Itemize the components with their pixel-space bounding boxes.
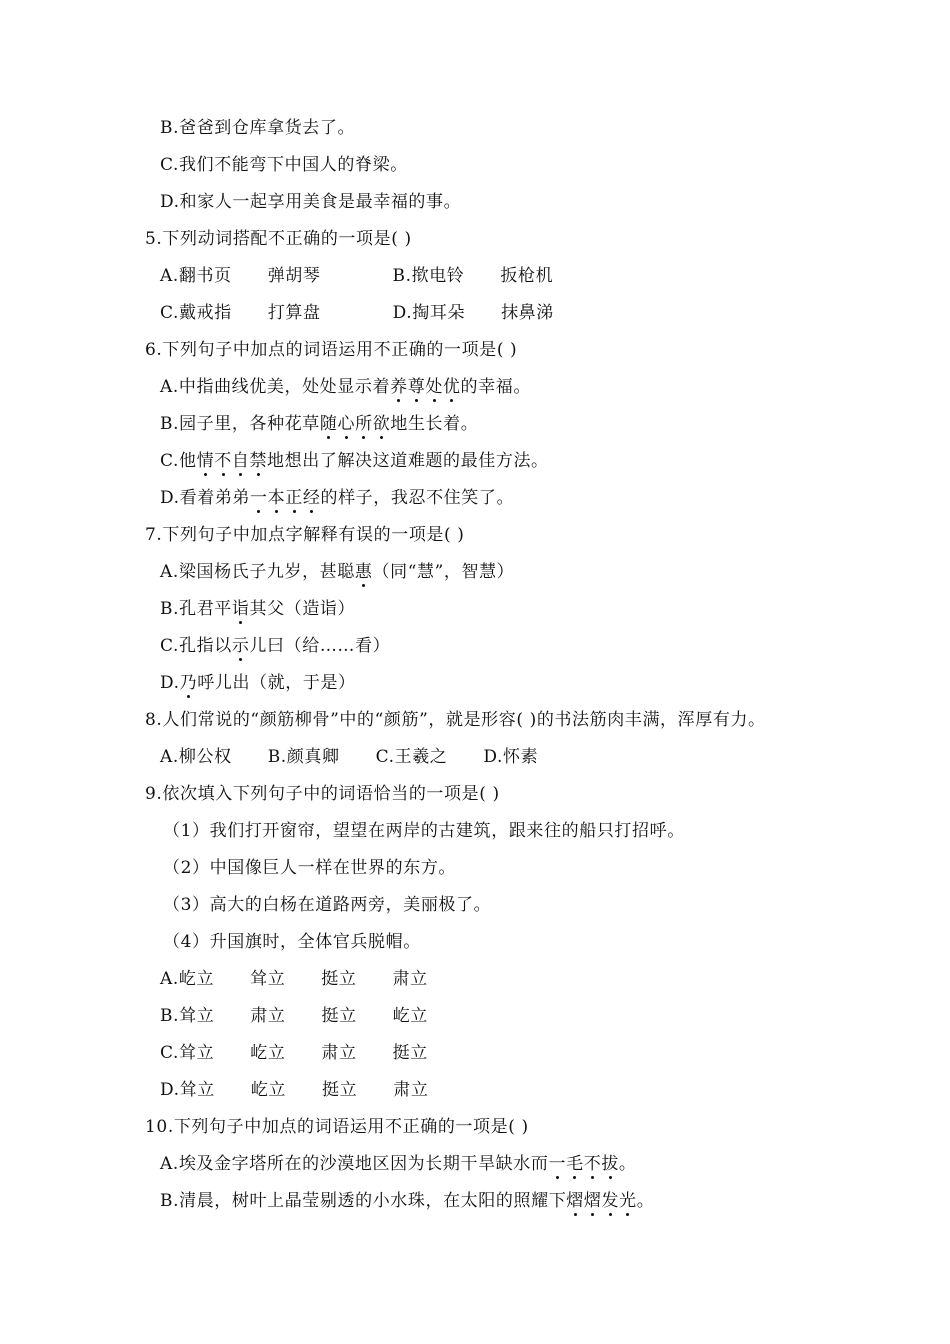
emphasized-term: 随 心 所 欲 bbox=[320, 414, 390, 434]
emphasis-dot bbox=[310, 510, 313, 513]
option-line-l01 bbox=[160, 116, 355, 140]
question-line-l12 bbox=[145, 523, 465, 547]
emphasis-dot bbox=[362, 436, 365, 439]
emphasis-dot bbox=[609, 1213, 612, 1216]
emphasis-dot bbox=[450, 399, 453, 402]
option-line-l25 bbox=[160, 1004, 428, 1028]
question-line-l07 bbox=[145, 338, 517, 362]
text-segment: 屹立 bbox=[392, 1006, 428, 1026]
text-segment: 儿曰（给……看） bbox=[249, 636, 391, 656]
option-line-l30 bbox=[160, 1189, 654, 1213]
text-segment: 弹胡琴 bbox=[267, 266, 321, 286]
text-segment: B.颜真卿 bbox=[267, 747, 340, 767]
text-segment: （1）我们打开窗帘，望望在两岸的古建筑，跟来往的船只打招呼。 bbox=[163, 821, 685, 841]
emphasized-term: D.乃 bbox=[160, 673, 197, 693]
text-segment: 屹立 bbox=[250, 1080, 287, 1100]
option-line-l05 bbox=[160, 264, 553, 288]
text-segment: 的样子，我忍不住笑了。 bbox=[320, 488, 515, 508]
text-segment: B.园子里，各种花草 bbox=[160, 414, 320, 434]
emphasis-dot bbox=[222, 473, 225, 476]
option-line-l16 bbox=[160, 671, 356, 695]
emphasized-term: 情 不 自 禁 bbox=[197, 451, 267, 471]
question-line-l04 bbox=[145, 227, 412, 251]
text-segment: 屹立 bbox=[250, 1043, 286, 1063]
option-line-l20 bbox=[163, 819, 685, 843]
option-line-l18 bbox=[160, 745, 538, 769]
emphasis-dot bbox=[239, 658, 242, 661]
text-segment: D.怀素 bbox=[483, 747, 539, 767]
text-segment: 扳枪机 bbox=[500, 266, 554, 286]
text-segment: C.孔指以 bbox=[160, 636, 232, 656]
text-segment: A.埃及金字塔所在的沙漠地区因为长期干旱缺水而 bbox=[160, 1154, 549, 1174]
text-segment: 9.依次填入下列句子中的词语恰当的一项是( ) bbox=[145, 784, 500, 804]
option-line-l27 bbox=[160, 1078, 428, 1102]
text-segment: 肃立 bbox=[321, 1043, 357, 1063]
text-segment: （2）中国像巨人一样在世界的东方。 bbox=[163, 858, 457, 878]
text-segment: B.耸立 bbox=[160, 1006, 215, 1026]
text-segment: C.耸立 bbox=[160, 1043, 215, 1063]
emphasis-dot bbox=[609, 1176, 612, 1179]
text-segment: 挺立 bbox=[321, 969, 357, 989]
text-segment: 6.下列句子中加点的词语运用不正确的一项是( ) bbox=[145, 340, 518, 360]
emphasis-dot bbox=[573, 1176, 576, 1179]
emphasis-dot bbox=[239, 473, 242, 476]
emphasis-dot bbox=[415, 399, 418, 402]
option-line-l23 bbox=[163, 930, 421, 954]
emphasis-dot bbox=[556, 1176, 559, 1179]
option-line-l26 bbox=[160, 1041, 428, 1065]
option-line-l22 bbox=[163, 893, 491, 917]
text-segment: 肃立 bbox=[392, 969, 428, 989]
text-segment: D.耸立 bbox=[160, 1080, 215, 1100]
text-segment: B.清晨，树叶上晶莹剔透的小水珠，在太阳的照耀下 bbox=[160, 1191, 567, 1211]
text-segment: A.柳公权 bbox=[160, 747, 232, 767]
text-segment: C.戴戒指 bbox=[160, 303, 232, 323]
text-segment: B.爸爸到仓库拿货去了。 bbox=[160, 118, 356, 138]
emphasized-term: 惠 bbox=[355, 562, 373, 582]
emphasis-dot bbox=[345, 436, 348, 439]
text-segment: A.梁国杨氏子九岁，甚聪 bbox=[160, 562, 355, 582]
text-segment: A.中指曲线优美，处处显示着 bbox=[160, 377, 391, 397]
text-segment: 耸立 bbox=[250, 969, 286, 989]
emphasized-term: 一 本 正 经 bbox=[250, 488, 320, 508]
emphasized-term: 养 尊 处 优 bbox=[390, 377, 460, 397]
text-segment: C.他 bbox=[160, 451, 197, 471]
emphasis-dot bbox=[327, 436, 330, 439]
emphasis-dot bbox=[204, 473, 207, 476]
emphasized-term: 熠 熠 发 光 bbox=[566, 1191, 636, 1211]
emphasis-dot bbox=[257, 510, 260, 513]
option-line-l08 bbox=[160, 375, 531, 399]
text-segment: D.和家人一起享用美食是最幸福的事。 bbox=[160, 192, 462, 212]
emphasis-dot bbox=[380, 436, 383, 439]
text-segment: 10.下列句子中加点的词语运用不正确的一项是( ) bbox=[145, 1117, 529, 1137]
text-segment: 。 bbox=[618, 1154, 637, 1174]
option-line-l11 bbox=[160, 486, 514, 510]
emphasis-dot bbox=[591, 1213, 594, 1216]
option-line-l06 bbox=[160, 301, 554, 325]
option-line-l10 bbox=[160, 449, 549, 473]
text-segment: A.屹立 bbox=[160, 969, 215, 989]
text-segment: 抹鼻涕 bbox=[501, 303, 554, 323]
question-line-l28 bbox=[145, 1115, 529, 1139]
text-segment: 挺立 bbox=[321, 1006, 357, 1026]
text-segment: 。 bbox=[636, 1191, 655, 1211]
emphasis-dot bbox=[433, 399, 436, 402]
text-segment: C.王羲之 bbox=[375, 747, 448, 767]
text-segment: 8.人们常说的“颜筋柳骨”中的“颜筋”，就是形容( )的书法筋肉丰满，浑厚有力。 bbox=[145, 710, 766, 730]
emphasis-dot bbox=[362, 584, 365, 587]
text-segment: （3）高大的白杨在道路两旁，美丽极了。 bbox=[163, 895, 492, 915]
text-segment: 打算盘 bbox=[267, 303, 321, 323]
text-segment: （4）升国旗时，全体官兵脱帽。 bbox=[163, 932, 421, 952]
option-line-l21 bbox=[163, 856, 456, 880]
text-segment: 地想出了解决这道难题的最佳方法。 bbox=[267, 451, 549, 471]
emphasis-dot bbox=[257, 473, 260, 476]
text-segment: （同“慧”，智慧） bbox=[372, 562, 515, 582]
emphasis-dot bbox=[275, 510, 278, 513]
text-segment: 地生长着。 bbox=[390, 414, 479, 434]
text-segment: D.掏耳朵 bbox=[392, 303, 466, 323]
emphasis-dot bbox=[293, 510, 296, 513]
option-line-l14 bbox=[160, 597, 355, 621]
question-line-l17 bbox=[145, 708, 766, 732]
text-segment: 的幸福。 bbox=[460, 377, 531, 397]
option-line-l02 bbox=[160, 153, 408, 177]
text-segment: 7.下列句子中加点字解释有误的一项是( ) bbox=[145, 525, 465, 545]
emphasized-term: 一 毛 不 拔 bbox=[548, 1154, 618, 1174]
option-line-l09 bbox=[160, 412, 478, 436]
emphasis-dot bbox=[574, 1213, 577, 1216]
option-line-l03 bbox=[160, 190, 461, 214]
text-segment: 5.下列动词搭配不正确的一项是( ) bbox=[145, 229, 412, 249]
text-segment: B.孔君平 bbox=[160, 599, 232, 619]
option-line-l15 bbox=[160, 634, 390, 658]
text-segment: 呼儿出（就，于是） bbox=[197, 673, 356, 693]
emphasis-dot bbox=[239, 621, 242, 624]
text-segment: C.我们不能弯下中国人的脊梁。 bbox=[160, 155, 408, 175]
option-line-l24 bbox=[160, 967, 428, 991]
emphasis-dot bbox=[626, 1213, 629, 1216]
question-line-l19 bbox=[145, 782, 500, 806]
emphasized-term: 诣 bbox=[232, 599, 250, 619]
emphasis-dot bbox=[397, 399, 400, 402]
text-segment: 其父（造诣） bbox=[249, 599, 356, 619]
emphasized-term: 示 bbox=[232, 636, 250, 656]
emphasis-dot bbox=[187, 695, 190, 698]
text-segment: 肃立 bbox=[393, 1080, 429, 1100]
text-segment: B.揿电铃 bbox=[392, 266, 465, 286]
text-segment: 挺立 bbox=[322, 1080, 358, 1100]
emphasis-dot bbox=[591, 1176, 594, 1179]
text-segment: A.翻书页 bbox=[160, 266, 232, 286]
text-segment: 肃立 bbox=[250, 1006, 286, 1026]
option-line-l13 bbox=[160, 560, 514, 584]
option-line-l29 bbox=[160, 1152, 637, 1176]
text-segment: D.看着弟弟 bbox=[160, 488, 251, 508]
text-segment: 挺立 bbox=[392, 1043, 428, 1063]
